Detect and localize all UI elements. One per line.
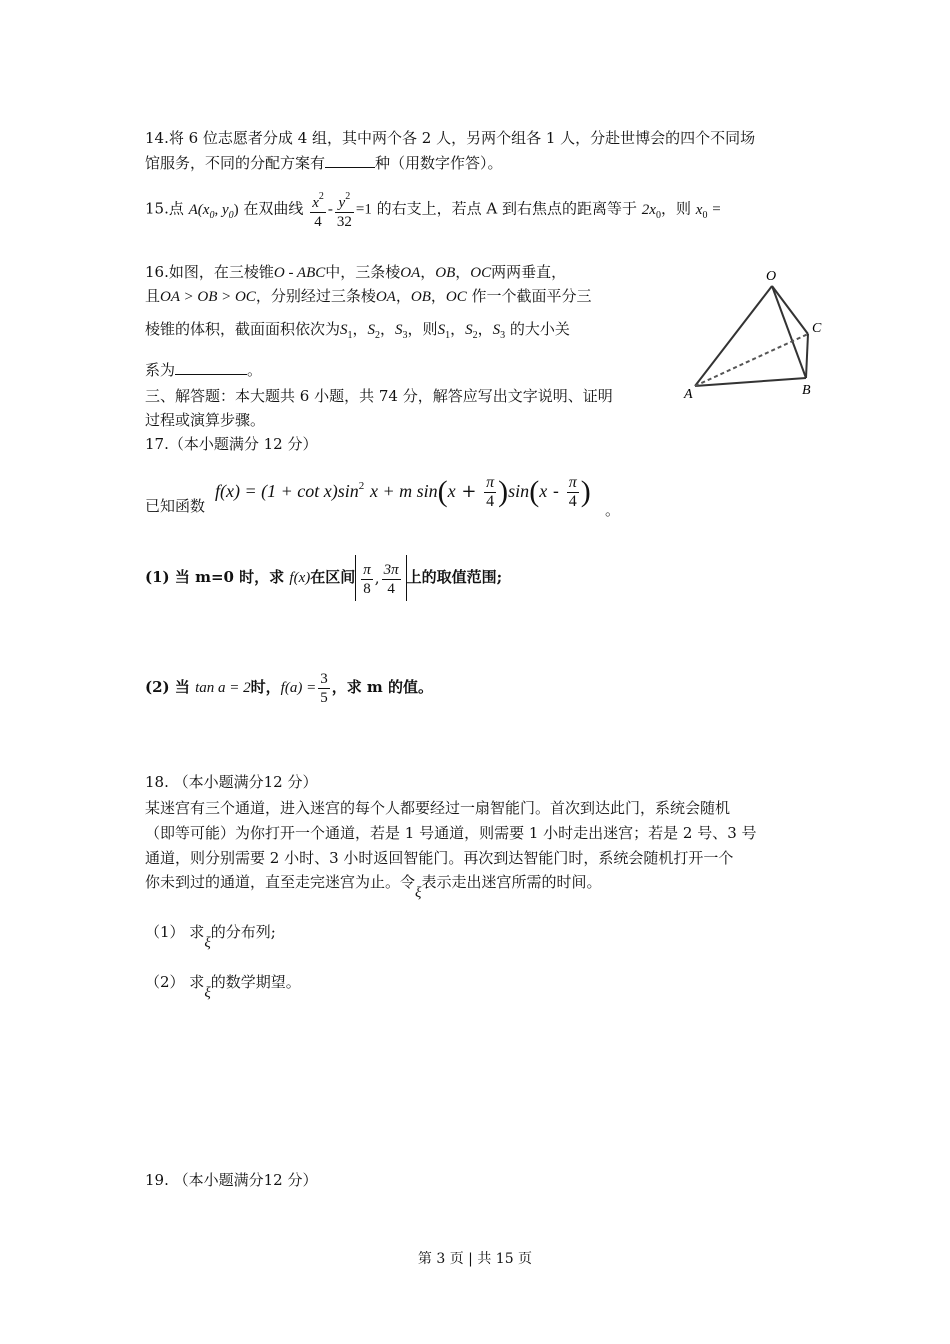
q19-head: 19. （本小题满分12 分） <box>145 1171 318 1189</box>
q15-eq: = <box>712 201 721 218</box>
label-B: B <box>802 383 811 398</box>
q15-point: $A(x_0$, $y_0$) <box>188 201 239 221</box>
q18-head: 18. （本小题满分12 分） <box>145 773 318 791</box>
q17-given: 已知函数 <box>145 497 206 515</box>
q16-line3: 棱锥的体积，截面面积依次为$S_1$，$S_2$，$S_3$，则$S_1$，$S_2$，$S_3$ 的大小关 <box>145 320 570 341</box>
q18-line2: （即等可能）为你打开一个通道，若是 1 号通道，则需要 1 小时走出迷宫；若是 2 号、3 号 <box>145 824 757 842</box>
label-A: A <box>684 387 693 402</box>
q17-head: 17.（本小题满分 12 分） <box>145 435 318 453</box>
q14-text-post: 种（用数字作答）。 <box>375 154 503 172</box>
q17-end: 。 <box>605 501 621 519</box>
q14-blank <box>325 167 375 168</box>
section3-line2: 过程或演算步骤。 <box>145 411 266 429</box>
label-C: C <box>812 321 822 336</box>
q18-line1: 某迷宫有三个通道，进入迷宫的每个人都要经过一扇智能门。首次到达此门，系统会随机 <box>145 799 731 817</box>
edge-BC <box>806 334 808 378</box>
q15-tail: 的右支上，若点 A 到右焦点的距离等于 <box>376 199 638 218</box>
section3-line1: 三、解答题：本大题共 6 小题，共 74 分，解答应写出文字说明、证明 <box>145 387 613 405</box>
q14-line2 <box>145 153 503 173</box>
edge-OC <box>772 286 808 334</box>
q15-line: 15.点 $A(x_0$, $y_0$) 在双曲线 $\frac{x^2}{4}$ - $\frac{y^2}{32}$ =1 的右支上，若点 A 到右焦点的距离等于 $2x_0$，则 $x_0$ = <box>145 188 721 236</box>
q16-line4: 系为 。 <box>145 361 263 379</box>
q16-line1: 16.如图，在三棱锥O - ABC中，三条棱OA，OB，OC两两垂直， <box>145 263 567 281</box>
q15-num: 15.点 <box>145 199 184 218</box>
q18-line4: 你未到过的通道，直至走完迷宫为止。令ξ表示走出迷宫所需的时间。 <box>145 873 602 901</box>
q18-sub2: （2） 求ξ的数学期望。 <box>145 973 301 1001</box>
q14-text-pre: 馆服务，不同的分配方案有 <box>145 154 326 172</box>
edge-OA <box>695 286 772 386</box>
label-O: O <box>766 269 777 284</box>
q16-pyramid: O - ABC <box>273 265 326 281</box>
q17-part2: (2) 当 tan a = 2时，f(a) = $\frac{3}{5}$ ，求 m 的值。 <box>145 670 434 706</box>
q17-formula: $f(x) = (1 + \cot x)\sin^2$ x + m sin(x + $\frac{\pi}{4}$ )sin(x - $\frac{\pi}{4}$ ) <box>215 473 591 510</box>
q15-x0: $x_0$ <box>695 201 708 221</box>
q15-then: ，则 <box>660 199 691 218</box>
q16-blank <box>175 374 247 375</box>
q14-text: 14.将 6 位志愿者分成 4 组，其中两个各 2 人，另两个组各 1 人，分赴世博会的四个不同场 <box>145 129 756 147</box>
q15-frac-x2-4: $\frac{x^2}{4}$ <box>310 188 326 231</box>
q15-eq-one: =1 <box>355 201 372 218</box>
q15-2x0: $2x_0$ <box>641 201 661 221</box>
edge-OB <box>772 286 806 378</box>
pyramid-figure <box>680 262 830 402</box>
q15-frac-y2-32: $\frac{y^2}{32}$ <box>335 188 354 231</box>
q15-in-curve: 在双曲线 <box>243 199 304 218</box>
q18-line3: 通道，则分别需要 2 小时、3 小时返回智能门。再次到达智能门时，系统会随机打开一个 <box>145 849 734 867</box>
q17-part1: (1) 当 m=0 时，求 f(x)在区间 $\frac{\pi}{8}$ , $\frac{3\pi}{4}$ 上的取值范围; <box>145 554 502 601</box>
q18-sub1: （1） 求ξ的分布列; <box>145 923 276 951</box>
q16-line2: 且OA > OB > OC，分别经过三条棱OA，OB，OC 作一个截面平分三 <box>145 287 592 305</box>
q16-inequality: OA > OB > OC <box>160 289 256 305</box>
xi-symbol: ξ <box>415 885 422 901</box>
page-footer: 第 3 页 | 共 15 页 <box>417 1251 533 1267</box>
q14-line1 <box>145 128 755 148</box>
